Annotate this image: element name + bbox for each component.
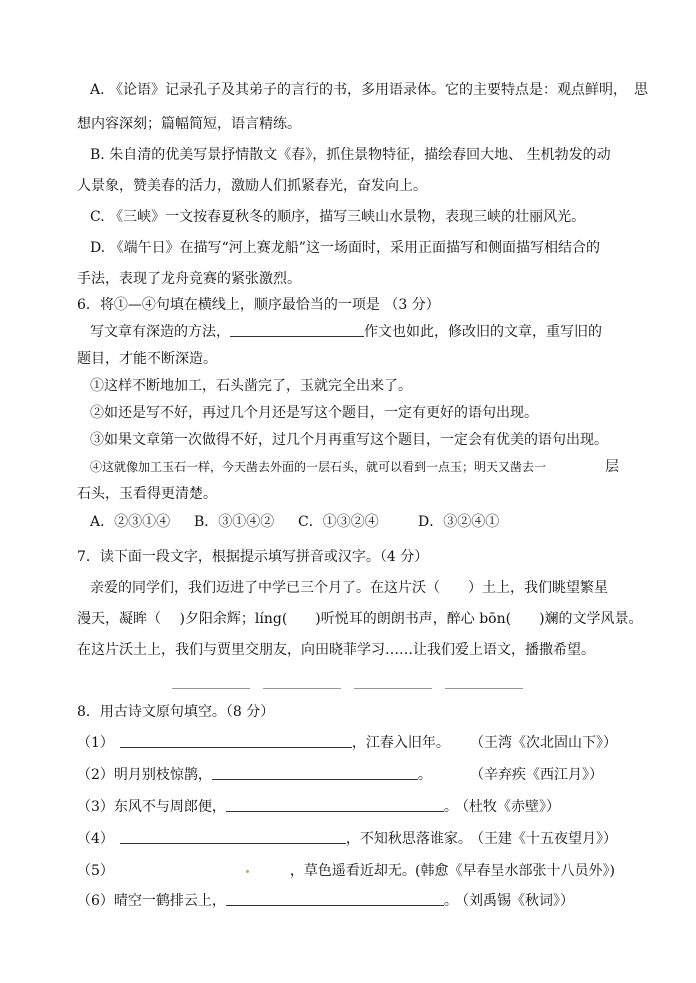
q8-item-number: （6） — [77, 893, 114, 909]
q5-option-b-line2: 人景象，赞美春的活力，激励人们抓紧春光，奋发向上。 — [77, 178, 427, 194]
q6-sentence-3: ③如果文章第一次做得不好，过几个月再重写这个题目，一定会有优美的语句出现。 — [90, 432, 608, 448]
q6-options — [90, 512, 499, 532]
q8-item-number: （4） — [77, 831, 114, 847]
q8-item-6-source: （刘禹锡《秋词》） — [455, 893, 574, 909]
q8-answer-blank[interactable] — [226, 891, 444, 906]
q6-sentence-2: ②如还是写不好，再过几个月还是写这个题目，一定有更好的语句出现。 — [90, 405, 538, 421]
q5-option-a-line1: A. 《论语》记录孔子及其弟子的言行的书，多用语录体。它的主要特点是：观点鲜明， 思 — [90, 82, 649, 98]
q6-sentence-4: ④这就像加工玉石一样，今天凿去外面的一层石头，就可以看到一点玉；明天又凿去一 — [90, 460, 547, 474]
q6-stem-before: 写文章有深造的方法， — [90, 324, 230, 340]
q7-answer-line-4[interactable] — [445, 688, 523, 689]
q5-option-b-line1: B. 朱自清的优美写景抒情散文《春》，抓住景物特征，描绘春回大地、 生机勃发的动 — [90, 147, 611, 163]
q8-item-4-source: （王建《十五夜望月》） — [470, 831, 617, 847]
q6-answer-blank[interactable] — [230, 322, 364, 337]
q8-item-number: （1） — [77, 735, 114, 751]
q6-sentence-4-line2: 石头，玉看得更清楚。 — [77, 486, 217, 502]
q8-answer-blank[interactable] — [120, 733, 352, 748]
q8-answer-blank[interactable] — [212, 765, 418, 780]
q6-stem-line1 — [90, 322, 602, 342]
q7-title: 7．读下面一段文字，根据提示填写拼音或汉字。（4 分） — [77, 549, 429, 565]
q7-answer-line-1[interactable] — [172, 688, 250, 689]
q8-item-number: （5） — [77, 863, 114, 879]
q8-item-2-source: （辛弃疾《西江月》） — [470, 767, 603, 783]
q8-item-5-source: (韩愈《早春呈水部张十八员外》) — [415, 863, 615, 879]
q8-answer-blank[interactable] — [120, 829, 346, 844]
q8-item-6: （6）晴空一鹤排云上， 。 — [77, 893, 458, 909]
q8-item-3-source: （杜牧《赤壁》） — [455, 799, 560, 815]
q8-item-5: （5） ，草色遥看近却无。 — [77, 863, 416, 879]
q8-item-1: （1） ，江春入旧年。 — [77, 735, 450, 751]
q7-answer-line-3[interactable] — [354, 688, 432, 689]
q7-passage-line3: 在这片沃土上，我们与贾里交朋友，向田晓菲学习……让我们爱上语文，播撒希望。 — [77, 642, 595, 658]
q8-item-4: （4） ，不知秋思落谁家。 — [77, 831, 472, 847]
q6-title: 6．将①—④句填在横线上，顺序最恰当的一项是 （3 分） — [77, 297, 440, 313]
q8-item-1-source: （王湾《次北固山下》） — [470, 735, 617, 751]
q8-item-number: （2） — [77, 767, 114, 783]
q8-title: 8．用古诗文原句填空。（8 分） — [77, 704, 275, 720]
q6-sentence-4-end: 层 — [605, 459, 619, 475]
q6-sentence-1: ①这样不断地加工，石头凿完了，玉就完全出来了。 — [90, 378, 412, 394]
q5-option-a-line2: 想内容深刻；篇幅简短，语言精练。 — [77, 116, 301, 132]
q7-passage-line2: 漫天，凝眸（ )夕阳余辉；líng( )听悦耳的朗朗书声，醉心 bōn( )斓的文学风景。 — [77, 611, 643, 627]
q7-answer-line-2[interactable] — [263, 688, 341, 689]
q8-item-3: （3）东风不与周郎便， 。 — [77, 799, 458, 815]
q6-option-a[interactable]: A．②③①④ — [90, 514, 171, 530]
q5-option-d-line2: 手法，表现了龙舟竞赛的紧张激烈。 — [77, 271, 301, 287]
q5-option-d-line1: D. 《端午日》在描写“河上赛龙船”这一场面时，采用正面描写和侧面描写相结合的 — [90, 240, 600, 256]
q6-option-d[interactable]: D．③②④① — [418, 514, 500, 530]
q6-stem-after: 作文也如此，修改旧的文章，重写旧的 — [364, 324, 602, 340]
q8-item-number: （3） — [77, 799, 114, 815]
q5-option-c: C. 《三峡》一文按春夏秋冬的顺序，描写三峡山水景物，表现三峡的壮丽风光。 — [90, 209, 586, 225]
q8-item-2: （2）明月别枝惊鹊， 。 — [77, 767, 432, 783]
q6-stem-line2: 题目，才能不断深造。 — [77, 351, 217, 367]
q7-passage-line1: 亲爱的同学们，我们迈进了中学已三个月了。在这片沃（ ）土上，我们眺望繁星 — [90, 580, 608, 596]
q8-answer-blank[interactable] — [226, 797, 444, 812]
q6-option-b[interactable]: B．③①④② — [194, 514, 275, 530]
q6-option-c[interactable]: C．①③②④ — [298, 514, 379, 530]
stray-mark — [246, 870, 249, 873]
